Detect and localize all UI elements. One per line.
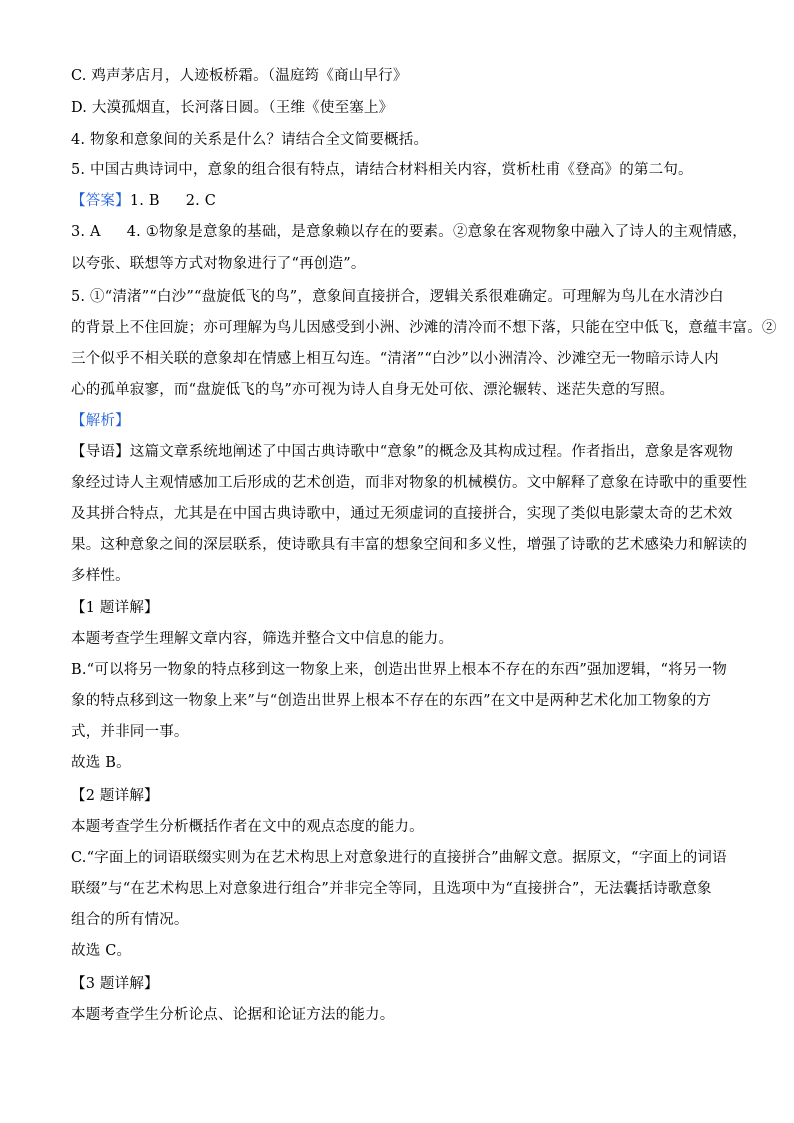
analysis-tag: 【解析】	[71, 413, 130, 429]
detail-2-line-2: C.“字面上的词语联缀实则为在艺术构思上对意象进行的直接拼合”曲解文意。据原文，“字面上的词语	[71, 850, 727, 866]
detail-3-heading: 【3 题详解】	[71, 976, 159, 992]
intro-line-4: 果。这种意象之间的深层联系，使诗歌具有丰富的想象空间和多义性，增强了诗歌的艺术感染力和解读的	[71, 537, 748, 553]
answer-5-line-4: 心的孤单寂寥，而“盘旋低飞的鸟”亦可视为诗人自身无处可依、漂沦辗转、迷茫失意的写照。	[71, 382, 675, 398]
answer-5-line-3: 三个似乎不相关联的意象却在情感上相互勾连。“清渚”“白沙”以小洲清冷、沙滩空无一物暗示诗人内	[71, 351, 719, 367]
answer-3-4-row	[71, 222, 747, 242]
answer-row	[71, 191, 216, 211]
question-5: 5. 中国古典诗词中，意象的组合很有特点，请结合材料相关内容，赏析杜甫《登高》的第二句。	[71, 162, 693, 178]
intro-line-1: 【导语】这篇文章系统地阐述了中国古典诗歌中“意象”的概念及其构成过程。作者指出，意象是客观物	[71, 444, 734, 460]
answer-5-line-1: 5. ①“清渚”“白沙”“盘旋低飞的鸟”，意象间直接拼合，逻辑关系很难确定。可理解为鸟儿在水清沙白	[71, 289, 724, 305]
detail-2-heading: 【2 题详解】	[71, 788, 159, 804]
intro-line-2: 象经过诗人主观情感加工后形成的艺术创造，而非对物象的机械模仿。文中解释了意象在诗歌中的重要性	[71, 475, 748, 491]
answer-3: 3. A	[71, 224, 101, 240]
answer-4-line-2: 以夸张、联想等方式对物象进行了“再创造”。	[71, 256, 366, 272]
intro-line-3: 及其拼合特点，尤其是在中国古典诗歌中，通过无须虚词的直接拼合，实现了类似电影蒙太奇的艺术效	[71, 506, 733, 522]
detail-2-line-4: 组合的所有情况。	[71, 912, 189, 928]
answer-4-line-1: 4. ①物象是意象的基础，是意象赖以存在的要素。②意象在客观物象中融入了诗人的主观情感，	[126, 224, 747, 240]
detail-1-line-2: B.“可以将另一物象的特点移到这一物象上来，创造出世界上根本不存在的东西”强加逻辑，“将另一物	[71, 662, 727, 678]
detail-1-line-4: 式，并非同一事。	[71, 724, 189, 740]
answer-5-line-2: 的背景上不住回旋；亦可理解为鸟儿因感受到小洲、沙滩的清冷而不想下落，只能在空中低飞，意蕴丰富。②	[71, 320, 777, 336]
detail-1-choice: 故选 B。	[71, 755, 131, 771]
answer-tag: 【答案】	[71, 193, 130, 209]
intro-line-5: 多样性。	[71, 568, 130, 584]
detail-2-line-1: 本题考查学生分析概括作者在文中的观点态度的能力。	[71, 819, 424, 835]
detail-2-line-3: 联缀”与“在艺术构思上对意象进行组合”并非完全等同，且选项中为“直接拼合”，无法囊括诗歌意象	[71, 881, 712, 897]
answer-1: 1. B	[129, 193, 160, 209]
detail-1-line-3: 象的特点移到这一物象上来”与“创造出世界上根本不存在的东西”在文中是两种艺术化加工物象的方	[71, 693, 712, 709]
detail-3-line-1: 本题考查学生分析论点、论据和论证方法的能力。	[71, 1007, 395, 1023]
question-4: 4. 物象和意象间的关系是什么？请结合全文简要概括。	[71, 132, 429, 148]
option-d: D. 大漠孤烟直，长河落日圆。（王维《使至塞上》	[71, 100, 394, 116]
detail-1-heading: 【1 题详解】	[71, 600, 159, 616]
option-c: C. 鸡声茅店月，人迹板桥霜。（温庭筠《商山早行》	[71, 68, 408, 84]
answer-2: 2. C	[185, 193, 217, 209]
detail-1-line-1: 本题考查学生理解文章内容，筛选并整合文中信息的能力。	[71, 631, 454, 647]
detail-2-choice: 故选 C。	[71, 943, 132, 959]
